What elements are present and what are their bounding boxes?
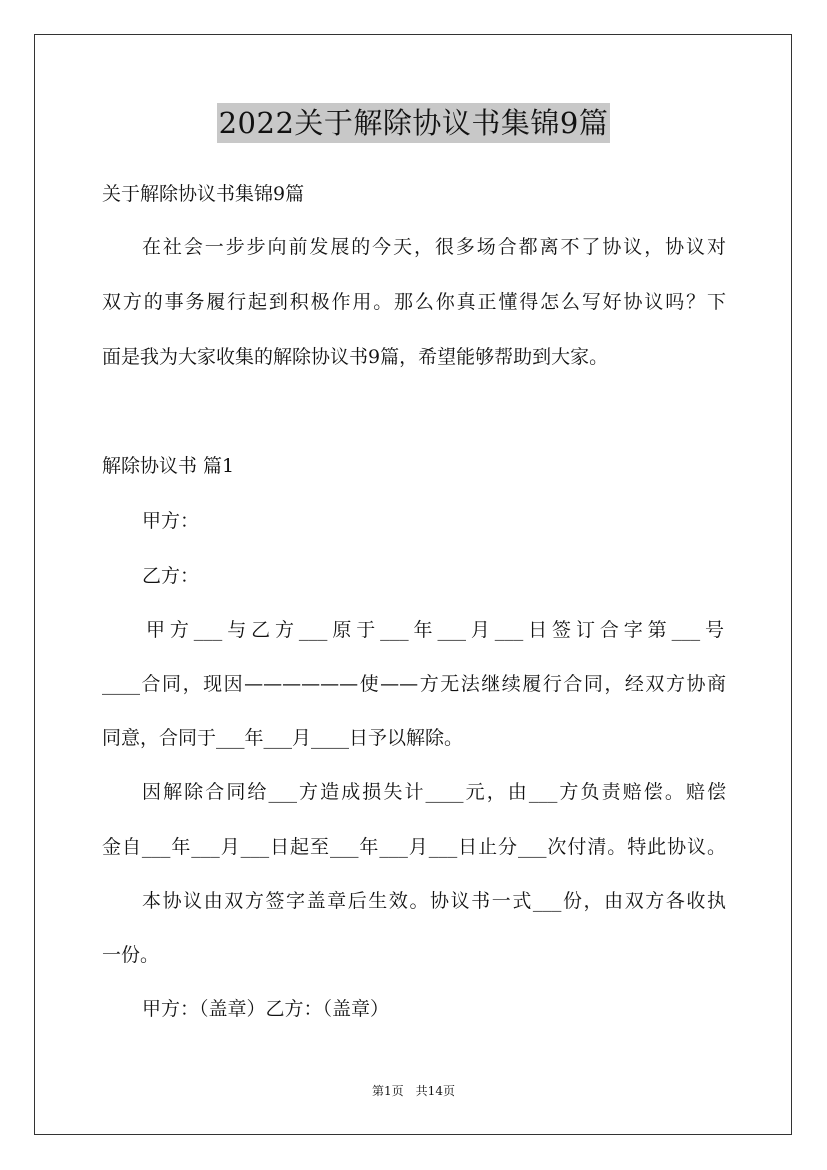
party-b-label: 乙方： [142, 565, 200, 587]
intro-line-3: 面是我为大家收集的解除协议书9篇，希望能够帮助到大家。 [102, 346, 609, 368]
body-line-5: 金自___年___月___日起至___年___月___日止分___次付清。特此协议。 [102, 836, 726, 858]
intro-line-1: 在社会一步步向前发展的今天，很多场合都离不了协议，协议对 [142, 236, 726, 258]
title-container [0, 103, 827, 143]
body-line-6: 本协议由双方签字盖章后生效。协议书一式___份，由双方各收执 [142, 890, 726, 912]
signature-line: 甲方：（盖章）乙方：（盖章） [142, 998, 390, 1020]
body-line-2: ____合同，现因——————使——方无法继续履行合同，经双方协商 [102, 673, 726, 695]
body-line-4: 因解除合同给___方造成损失计____元，由___方负责赔偿。赔偿 [142, 781, 726, 803]
body-line-3: 同意，合同于___年___月____日予以解除。 [102, 727, 464, 749]
body-line-7: 一份。 [102, 944, 160, 966]
party-a-label: 甲方： [142, 510, 200, 532]
document-title: 2022关于解除协议书集锦9篇 [217, 103, 611, 143]
body-line-1: 甲方___与乙方___原于___年___月___日签订合字第___号 [146, 619, 724, 641]
page-number-footer: 第1页 共14页 [372, 1084, 455, 1098]
document-subtitle: 关于解除协议书集锦9篇 [102, 183, 305, 205]
section-heading: 解除协议书 篇1 [102, 455, 235, 477]
intro-line-2: 双方的事务履行起到积极作用。那么你真正懂得怎么写好协议吗？下 [102, 291, 726, 313]
